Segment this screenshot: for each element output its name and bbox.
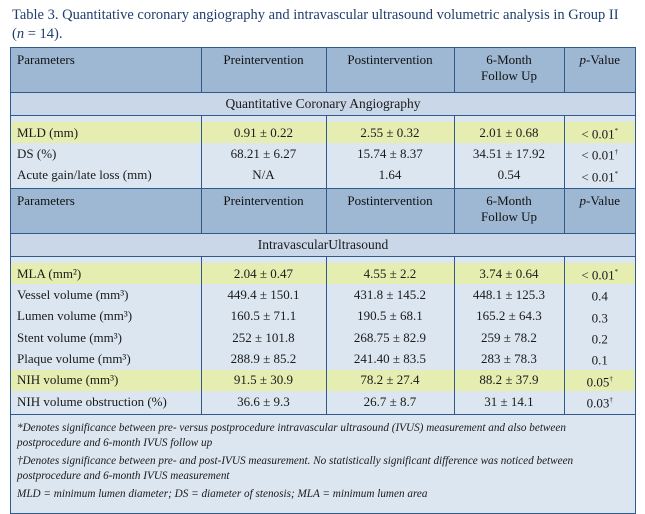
header-pre: Preintervention [201, 188, 326, 233]
table-caption [12, 6, 632, 44]
table-footnotes [11, 415, 635, 514]
header-pre: Preintervention [201, 48, 326, 93]
table-row: NIH volume (mm³) 91.5 ± 30.9 78.2 ± 27.4 88.2 ± 37.9 0.05† [11, 370, 635, 391]
table-row: MLD (mm) 0.91 ± 0.22 2.55 ± 0.32 2.01 ± 0.68 < 0.01* [11, 122, 635, 143]
header-pvalue: p-Value [564, 48, 635, 93]
footnote-abbreviations: MLD = minimum lumen diameter; DS = diameter of stenosis; MLA = minimum lumen area [17, 488, 428, 501]
footnote-dagger: †Denotes significance between pre- and post-IVUS measurement. No statistically significant difference was noticed between postprocedure and 6-month IVUS measurement [17, 455, 574, 483]
table-row: Plaque volume (mm³) 288.9 ± 85.2 241.40 ± 83.5 283 ± 78.3 0.1 [11, 348, 635, 369]
table-row: Lumen volume (mm³) 160.5 ± 71.1 190.5 ± 68.1 165.2 ± 64.3 0.3 [11, 306, 635, 327]
header-post: Postintervention [326, 188, 454, 233]
header-row-qca [11, 48, 635, 93]
table-row: Acute gain/late loss (mm) N/A 1.64 0.54 < 0.01* [11, 165, 635, 189]
table-row: Vessel volume (mm³) 449.4 ± 150.1 431.8 ± 145.2 448.1 ± 125.3 0.4 [11, 284, 635, 305]
footnote-asterisk: *Denotes significance between pre- versus postprocedure intravascular ultrasound (IVUS) measurement and also between postprocedure and 6-month IVUS follow up [17, 422, 566, 450]
caption-part2: = 14). [24, 26, 63, 42]
header-followup: 6-Month Follow Up [454, 48, 564, 93]
data-table [10, 47, 636, 514]
table-row: DS (%) 68.21 ± 6.27 15.74 ± 8.37 34.51 ± 17.92 < 0.01† [11, 143, 635, 164]
header-pvalue: p-Value [564, 188, 635, 233]
table-row: Stent volume (mm³) 252 ± 101.8 268.75 ± 82.9 259 ± 78.2 0.2 [11, 327, 635, 348]
header-post: Postintervention [326, 48, 454, 93]
header-parameters: Parameters [11, 48, 201, 93]
header-parameters: Parameters [11, 188, 201, 233]
header-followup: 6-Month Follow Up [454, 188, 564, 233]
table-row: NIH volume obstruction (%) 36.6 ± 9.3 26.7 ± 8.7 31 ± 14.1 0.03† [11, 391, 635, 415]
table-row: MLA (mm²) 2.04 ± 0.47 4.55 ± 2.2 3.74 ± 0.64 < 0.01* [11, 263, 635, 284]
caption-part1: Table 3. Quantitative coronary angiography and intravascular ultrasound volumetric analysis in Group II ( [12, 7, 619, 42]
caption-n: n [16, 26, 25, 42]
section-ivus: IntravascularUltrasound [11, 233, 635, 256]
header-row-ivus [11, 188, 635, 233]
section-qca: Quantitative Coronary Angiography [11, 93, 635, 116]
